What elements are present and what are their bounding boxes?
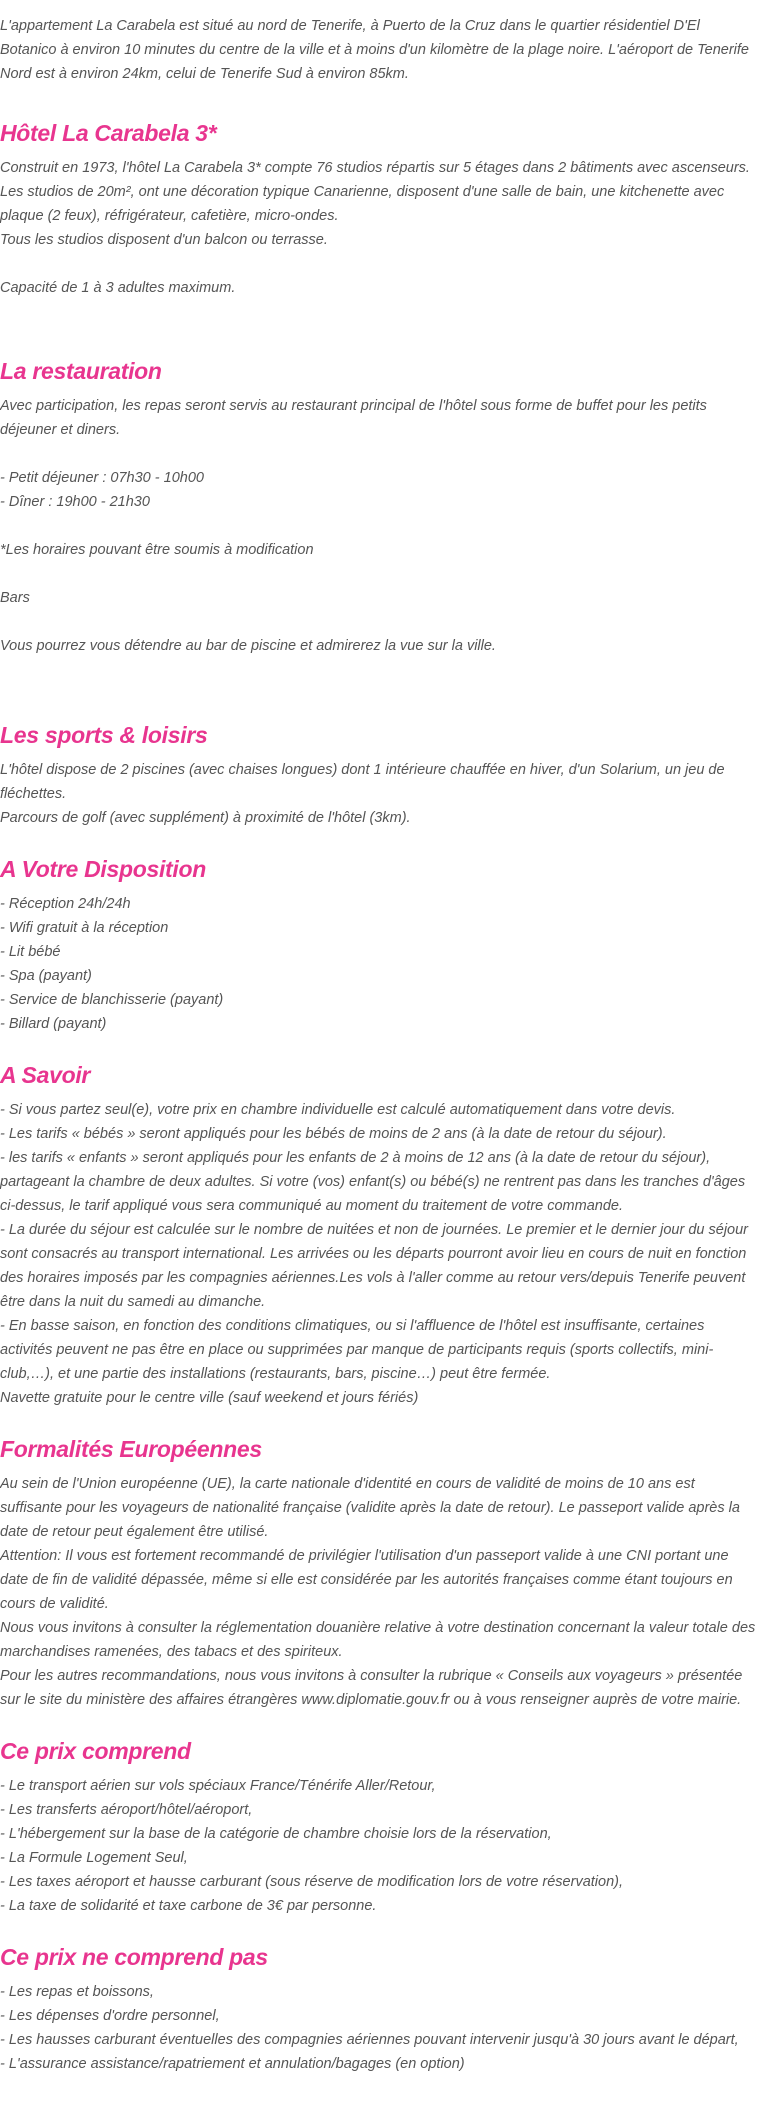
comprend-item: - Les taxes aéroport et hausse carburant (sous réserve de modification lors de votre réservation), bbox=[0, 1874, 623, 1890]
disposition-item: - Billard (payant) bbox=[0, 1016, 107, 1032]
formalites-item: Pour les autres recommandations, nous vous invitons à consulter la rubrique « Conseils aux voyageurs » présentée sur le site du ministère des affaires étrangères www.diplomatie.gouv.fr ou à vous renseigner auprès de votre mairie. bbox=[0, 1668, 743, 1708]
savoir-item: - Les tarifs « bébés » seront appliqués pour les bébés de moins de 2 ans (à la date de retour du séjour). bbox=[0, 1126, 667, 1142]
savoir-item: - La durée du séjour est calculée sur le nombre de nuitées et non de journées. Le premier et le dernier jour du séjour sont consacrés au transport international. Les arrivées ou les départs pourront avoir lieu en cours de nuit en fonction des horaires imposés par les compagnies aériennes.Les vols à l'aller comme au retour vers/depuis Tenerife peuvent être dans la nuit du samedi au dimanche. bbox=[0, 1222, 748, 1310]
sports-heading: Les sports & loisirs bbox=[0, 722, 208, 748]
bars-text: Vous pourrez vous détendre au bar de piscine et admirerez la vue sur la ville. bbox=[0, 638, 496, 654]
ne-comprend-heading: Ce prix ne comprend pas bbox=[0, 1944, 268, 1970]
ne-comprend-item: - Les repas et boissons, bbox=[0, 1984, 154, 2000]
disposition-item: - Wifi gratuit à la réception bbox=[0, 920, 169, 936]
disposition-item: - Spa (payant) bbox=[0, 968, 92, 984]
hours-note: *Les horaires pouvant être soumis à modification bbox=[0, 542, 314, 558]
ne-comprend-item: - L'assurance assistance/rapatriement et annulation/bagages (en option) bbox=[0, 2056, 465, 2072]
savoir-heading: A Savoir bbox=[0, 1062, 91, 1088]
sports-line: L'hôtel dispose de 2 piscines (avec chaises longues) dont 1 intérieure chauffée en hiver, d'un Solarium, un jeu de fléchettes. bbox=[0, 762, 725, 802]
formalites-item: Au sein de l'Union européenne (UE), la carte nationale d'identité en cours de validité de moins de 10 ans est suffisante pour les voyageurs de nationalité française (validite après la date de retour). Le passeport valide après la date de retour peut également être utilisé. bbox=[0, 1476, 740, 1540]
savoir-item: Navette gratuite pour le centre ville (sauf weekend et jours fériés) bbox=[0, 1390, 419, 1406]
savoir-item: - les tarifs « enfants » seront appliqués pour les enfants de 2 à moins de 12 ans (à la date de retour du séjour), partageant la chambre de deux adultes. Si votre (vos) enfant(s) ou bébé(s) ne rentrent pas dans les tranches d'âges ci-dessus, le tarif appliqué vous sera communiqué au moment du traitement de votre commande. bbox=[0, 1150, 746, 1214]
intro-paragraph: L'appartement La Carabela est situé au nord de Tenerife, à Puerto de la Cruz dans le quartier résidentiel D'El Botanico à environ 10 minutes du centre de la ville et à moins d'un kilomètre de la plage noire. L'aéroport de Tenerife Nord est à environ 24km, celui de Tenerife Sud à environ 85km. bbox=[0, 18, 749, 82]
dinner-hours: - Dîner : 19h00 - 21h30 bbox=[0, 494, 150, 510]
comprend-item: - La taxe de solidarité et taxe carbone de 3€ par personne. bbox=[0, 1898, 377, 1914]
comprend-item: - La Formule Logement Seul, bbox=[0, 1850, 188, 1866]
sports-line: Parcours de golf (avec supplément) à proximité de l'hôtel (3km). bbox=[0, 810, 411, 826]
ne-comprend-item: - Les dépenses d'ordre personnel, bbox=[0, 2008, 220, 2024]
hotel-line: Tous les studios disposent d'un balcon ou terrasse. bbox=[0, 232, 328, 248]
disposition-item: - Service de blanchisserie (payant) bbox=[0, 992, 224, 1008]
disposition-heading: A Votre Disposition bbox=[0, 856, 206, 882]
formalites-heading: Formalités Européennes bbox=[0, 1436, 262, 1462]
hotel-line: Les studios de 20m², ont une décoration typique Canarienne, disposent d'une salle de bain, une kitchenette avec plaque (2 feux), réfrigérateur, cafetière, micro-ondes. bbox=[0, 184, 725, 224]
formalites-item: Attention: Il vous est fortement recommandé de privilégier l'utilisation d'un passeport valide à une CNI portant une date de fin de validité dépassée, même si elle est considérée par les autorités françaises comme étant toujours en cours de validité. bbox=[0, 1548, 733, 1612]
bars-title: Bars bbox=[0, 590, 30, 606]
savoir-item: - Si vous partez seul(e), votre prix en chambre individuelle est calculé automatiquement dans votre devis. bbox=[0, 1102, 676, 1118]
disposition-item: - Réception 24h/24h bbox=[0, 896, 131, 912]
comprend-item: - Les transferts aéroport/hôtel/aéroport, bbox=[0, 1802, 253, 1818]
ne-comprend-item: - Les hausses carburant éventuelles des compagnies aériennes pouvant intervenir jusqu'à 30 jours avant le départ, bbox=[0, 2032, 739, 2048]
disposition-item: - Lit bébé bbox=[0, 944, 61, 960]
comprend-heading: Ce prix comprend bbox=[0, 1738, 191, 1764]
restauration-heading: La restauration bbox=[0, 358, 162, 384]
savoir-item: - En basse saison, en fonction des conditions climatiques, ou si l'affluence de l'hôtel est insuffisante, certaines activités peuvent ne pas être en place ou supprimées par manque de participants requis (sports collectifs, mini-club,…), et une partie des installations (restaurants, bars, piscine…) peut être fermée. bbox=[0, 1318, 714, 1382]
comprend-item: - Le transport aérien sur vols spéciaux France/Ténérife Aller/Retour, bbox=[0, 1778, 436, 1794]
formalites-item: Nous vous invitons à consulter la réglementation douanière relative à votre destination concernant la valeur totale des marchandises ramenées, des tabacs et des spiriteux. bbox=[0, 1620, 756, 1660]
hotel-heading: Hôtel La Carabela 3* bbox=[0, 120, 217, 146]
hotel-line: Construit en 1973, l'hôtel La Carabela 3* compte 76 studios répartis sur 5 étages dans 2 bâtiments avec ascenseurs. bbox=[0, 160, 750, 176]
comprend-item: - L'hébergement sur la base de la catégorie de chambre choisie lors de la réservation, bbox=[0, 1826, 552, 1842]
hotel-capacity: Capacité de 1 à 3 adultes maximum. bbox=[0, 280, 236, 296]
breakfast-hours: - Petit déjeuner : 07h30 - 10h00 bbox=[0, 470, 204, 486]
restauration-text: Avec participation, les repas seront servis au restaurant principal de l'hôtel sous forme de buffet pour les petits déjeuner et diners. bbox=[0, 398, 707, 438]
